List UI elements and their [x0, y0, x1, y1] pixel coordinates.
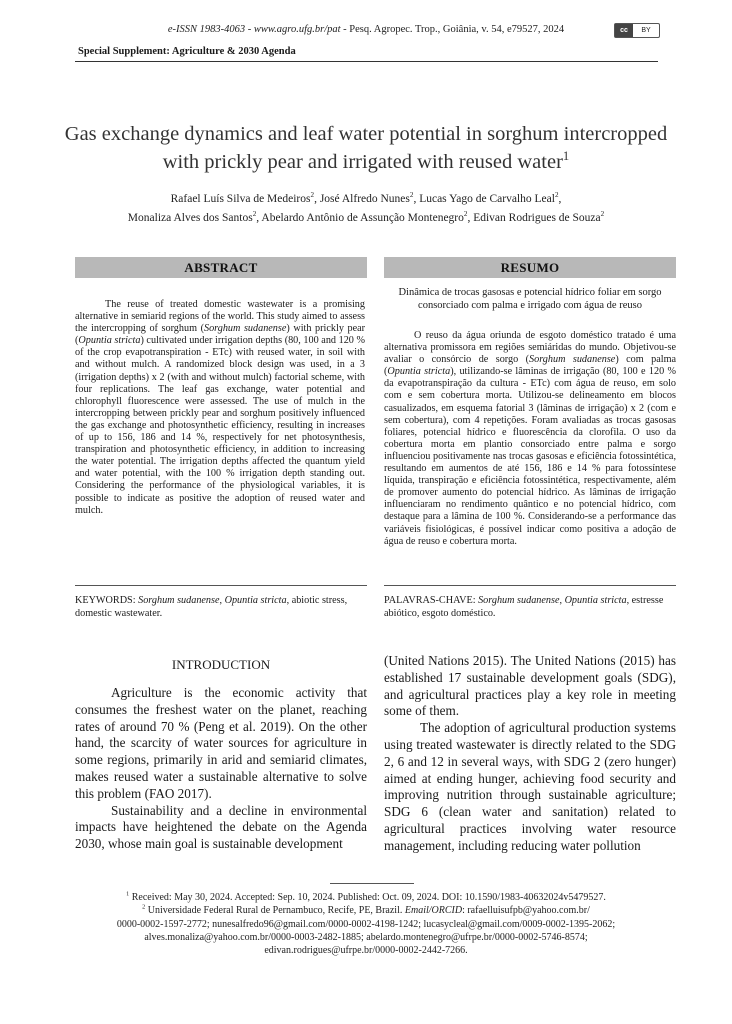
abstract-text-part: The reuse of treated domestic wastewater is a promising alternative in semiarid regions of the world. This study aimed to assess the intercropping of sorghum (	[75, 299, 365, 335]
affiliation-mark: 2	[409, 191, 414, 200]
resumo-title: Dinâmica de trocas gasosas e potencial hídrico foliar em sorgo consorciado com palma e irrigado com água de reuso	[398, 287, 662, 311]
keyword: Sorghum sudanense	[138, 595, 220, 606]
footnote-received	[76, 891, 656, 904]
separator: ,	[256, 212, 262, 224]
footnote-divider	[330, 883, 414, 884]
author: Edivan Rodrigues de Souza	[473, 212, 601, 224]
author: Abelardo Antônio de Assunção Montenegro	[261, 212, 464, 224]
keywords-label: KEYWORDS:	[75, 595, 139, 606]
footnote-mark: 1	[126, 890, 130, 898]
article-title	[60, 120, 672, 176]
paragraph: Sustainability and a decline in environmental impacts have heightened the debate on the Agenda 2030, whose main goal is sustainable development	[75, 802, 367, 852]
keyword: Opuntia stricta	[224, 595, 287, 606]
resumo-text-part: ), utilizando-se lâminas de irrigação (80, 100 e 120 % da evapotranspiração da cultura - ETc) com água de reuso, em solo com e sem cobertura morta. Utilizou-se delineamento em blocos casualizados, em esquema fatorial 3 (lâminas de irrigação) x 2 (com e sem cobertura), com 4 repetições. Foram avaliadas as trocas gasosas foliares, potencial hídrico e fluorescência da clorofila. O uso da cobertura morta em plantio consorciado entre palma e sorgo influenciou positivamente nas trocas gasosas e eficiência fotossintética, resultando em aumentos de até 156, 186 e 14 % para fotossíntese líquida, transpiração e eficiência fotossintética, respectivamente, além de promover aumento do potencial hídrico. As lâminas de irrigação influenciaram no rendimento quântico e no potencial hídrico, com destaque para a lâmina de 100 %. Considerando-se a performance das variáveis fisiológicas, é possível indicar como positiva a adoção de água de reuso e cobertura morta.	[384, 366, 676, 547]
author: Lucas Yago de Carvalho Leal	[419, 193, 555, 205]
affiliation-mark: 2	[463, 210, 468, 219]
abstract-text-part: ) with prickly pear (	[75, 323, 366, 347]
cc-icon: cc	[615, 24, 633, 37]
footnote-line: alves.monaliza@yahoo.com.br/0000-0003-2482-1885; abelardo.montenegro@ufrpe.br/0000-0002-5746-8574;	[144, 931, 588, 943]
species-name: Sorghum sudanense	[203, 323, 287, 335]
author: José Alfredo Nunes	[319, 193, 410, 205]
footnote-text: Received: May 30, 2024. Accepted: Sep. 10, 2024. Published: Oct. 09, 2024. DOI: 10.1590/1983-40632024v5479527.	[129, 892, 606, 903]
introduction-column-right	[384, 653, 676, 855]
author: Monaliza Alves dos Santos	[127, 212, 253, 224]
paragraph: (United Nations 2015). The United Nations (2015) has established 17 sustainable development goals (SDG), and agricultural practices play a key role in meeting some of them.	[384, 653, 676, 719]
affiliation-mark: 2	[310, 191, 315, 200]
abstract-body	[75, 299, 365, 517]
paragraph: The adoption of agricultural production systems using treated wastewater is directly related to the SDG 2, 6 and 12 in several ways, with SDG 2 (zero hunger) aimed at ending hunger, achieving food security and improving nutrition through sustainable agriculture; SDG 6 (clean water and sanitation) related to agricultural practices involving water resource management, including reducing water pollution	[384, 720, 676, 853]
resumo-text-part: O reuso da água oriunda de esgoto doméstico tratado é uma alternativa promissora em regiões semiáridas do mundo. Objetivou-se avaliar o consórcio de sorgo (	[384, 330, 676, 366]
eissn: e-ISSN 1983-4063 -	[167, 24, 254, 35]
footnote-line: edivan.rodrigues@ufrpe.br/0000-0002-2442-7266.	[264, 945, 468, 957]
paragraph: Agriculture is the economic activity that consumes the freshest water on the planet, reaching rates of around 70 % (Peng et al. 2019). On the other hand, the scarcity of water sources for agriculture in some regions, primarily in arid and semiarid climates, makes reused water a sustainable alternative to solve this problem (FAO 2017).	[75, 685, 367, 801]
resumo-body	[384, 330, 676, 548]
introduction-column-left	[75, 685, 367, 853]
journal-url[interactable]: www.agro.ufg.br/pat	[253, 24, 341, 35]
footnotes	[76, 891, 656, 957]
supplement-label: Special Supplement: Agriculture & 2030 Agenda	[78, 46, 296, 57]
keyword: Sorghum sudanense	[478, 595, 560, 606]
footnote-mark: 2	[142, 903, 146, 911]
by-label: BY	[641, 27, 651, 34]
journal-header	[76, 24, 656, 35]
keywords-divider	[75, 585, 367, 586]
resumo-heading: RESUMO	[384, 257, 676, 278]
abstract-text-part: ) cultivated under irrigation depths (80, 100 and 120 % of the crop evapotranspiration - ETc) with reused water, in soil with and without mulch. A randomized block design was used, in a 3 (irrigation depths) x 2 (with and without mulch) factorial scheme, with four replications. The leaf gas exchange, water potential and chlorophyll fluorescence were assessed. The use of mulch in the intercropping between prickly pear and sorghum positively influenced the gas exchange and photosynthetic efficiency, resulting in increases of up to 156, 186 and 14 %, respectively for net photosynthesis, transpiration and photosynthetic efficiency, in addition to increasing the water potential. The irrigation depths affected the quantum yield and water potential, with the 100 % irrigation depth standing out. Considering the performance of the physiological variables, it is possible to indicate as positive the adoption of reused water and mulch.	[75, 335, 365, 516]
keywords-label: PALAVRAS-CHAVE:	[384, 595, 479, 606]
separator: ,	[314, 193, 320, 205]
citation: - Pesq. Agropec. Trop., Goiânia, v. 54, e79527, 2024	[340, 24, 565, 35]
footnote-text: Email/ORCID	[404, 905, 463, 917]
affiliation-mark: 2	[600, 210, 605, 219]
abstract-keywords	[75, 594, 367, 620]
footnote-text: : rafaelluisufpb@yahoo.com.br/	[462, 905, 590, 917]
separator: ,	[219, 595, 225, 606]
footnote-text: Universidade Federal Rural de Pernambuco, Recife, PE, Brazil.	[145, 905, 405, 917]
cc-license-badge[interactable]	[614, 23, 660, 38]
keyword: , estresse abiótico, esgoto doméstico.	[384, 595, 664, 619]
keyword: Opuntia stricta	[564, 595, 627, 606]
separator: ,	[467, 212, 474, 224]
separator: ,	[413, 193, 420, 205]
resumo-text-part: ) com palma (	[384, 354, 677, 378]
author: Rafael Luís Silva de Medeiros	[170, 193, 311, 205]
title-footnote-mark: 1	[562, 149, 570, 164]
header-divider	[75, 61, 658, 62]
introduction-heading: INTRODUCTION	[171, 657, 271, 672]
species-name: Opuntia stricta	[387, 366, 451, 378]
keyword: , abiotic stress, domestic wastewater.	[75, 595, 348, 619]
author-list	[60, 190, 672, 228]
species-name: Opuntia stricta	[78, 335, 141, 347]
affiliation-mark: 2	[554, 191, 559, 200]
affiliation-mark: 2	[252, 210, 257, 219]
title-text: Gas exchange dynamics and leaf water potential in sorghum intercropped with prickly pear and irrigated with reused water	[64, 123, 668, 173]
footnote-line: 0000-0002-1597-2772; nunesalfredo96@gmail.com/0000-0002-4198-1242; lucasycleal@gmail.com/0009-0002-1395-2062;	[116, 918, 616, 930]
separator: ,	[558, 193, 562, 205]
abstract-heading: ABSTRACT	[75, 257, 367, 278]
species-name: Sorghum sudanense	[529, 354, 616, 366]
footnote-affiliation	[76, 904, 656, 917]
resumo-keywords	[384, 594, 676, 620]
keywords-divider	[384, 585, 676, 586]
separator: ,	[559, 595, 565, 606]
